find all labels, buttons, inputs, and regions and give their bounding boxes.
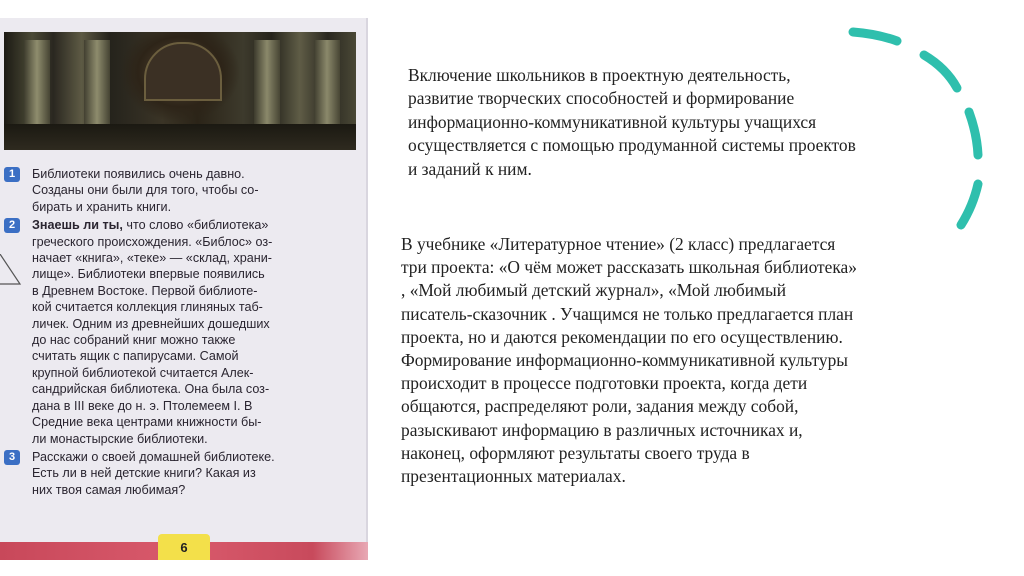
task-number-badge: 1 <box>4 167 20 182</box>
textbook-text <box>8 166 360 500</box>
task-text: Знаешь ли ты, что слово «библиотека» греческого происхождения. «Библос» оз- начает «книга», «теке» — «склад, храни- лище». Библиотеки впервые появились в Древнем Востоке. Первой библиоте- кой считается коллекция глиняных таб- личек. Одним из древнейших дошедших до нас собраний книг можно также считать ящик с папирусами. Самой крупной библиотекой считается Алек- сандрийская библиотека. Она была соз- дана в III веке до н. э. Птолемеем I. В Средние века центрами книжности бы- ли монастырские библиотеки. <box>32 218 273 446</box>
intro-paragraph: Включение школьников в проектную деятельность, развитие творческих способностей и формирование информационно-коммуникативной культуры учащихся осуществляется с помощью продуманной системы проектов и заданий к ним. <box>408 65 856 179</box>
task-1 <box>8 166 360 215</box>
dashed-arc-decoration-icon <box>820 0 1024 250</box>
task-number-badge: 2 <box>4 218 20 233</box>
task-text: Библиотеки появились очень давно. Созданы они были для того, чтобы со- бирать и хранить книги. <box>32 167 259 214</box>
library-interior-photo <box>4 32 356 150</box>
main-paragraph: В учебнике «Литературное чтение» (2 класс) предлагается три проекта: «О чём может рассказать школьная библиотека» , «Мой любимый детский журнал», «Мой любимый писатель-сказочник . Учащимся не только предлагается план проекта, но и даются рекомендации по его осуществлению. Формирование информационно-коммуникативной культуры происходит в процессе подготовки проекта, когда дети общаются, распределяют роли, задания между собой, разыскивают информацию в различных источниках и, наконец, оформляют результаты своего труда в презентационных материалах. <box>401 234 857 487</box>
task-number-badge: 3 <box>4 450 20 465</box>
task-text: Расскажи о своей домашней библиотеке. Есть ли в ней детские книги? Какая из них твоя самая любимая? <box>32 449 275 497</box>
textbook-page-image <box>0 18 368 560</box>
page-number: 6 <box>158 534 210 560</box>
task-3 <box>8 449 360 498</box>
task-2 <box>8 217 360 447</box>
task-lead: Знаешь ли ты, <box>32 218 123 233</box>
